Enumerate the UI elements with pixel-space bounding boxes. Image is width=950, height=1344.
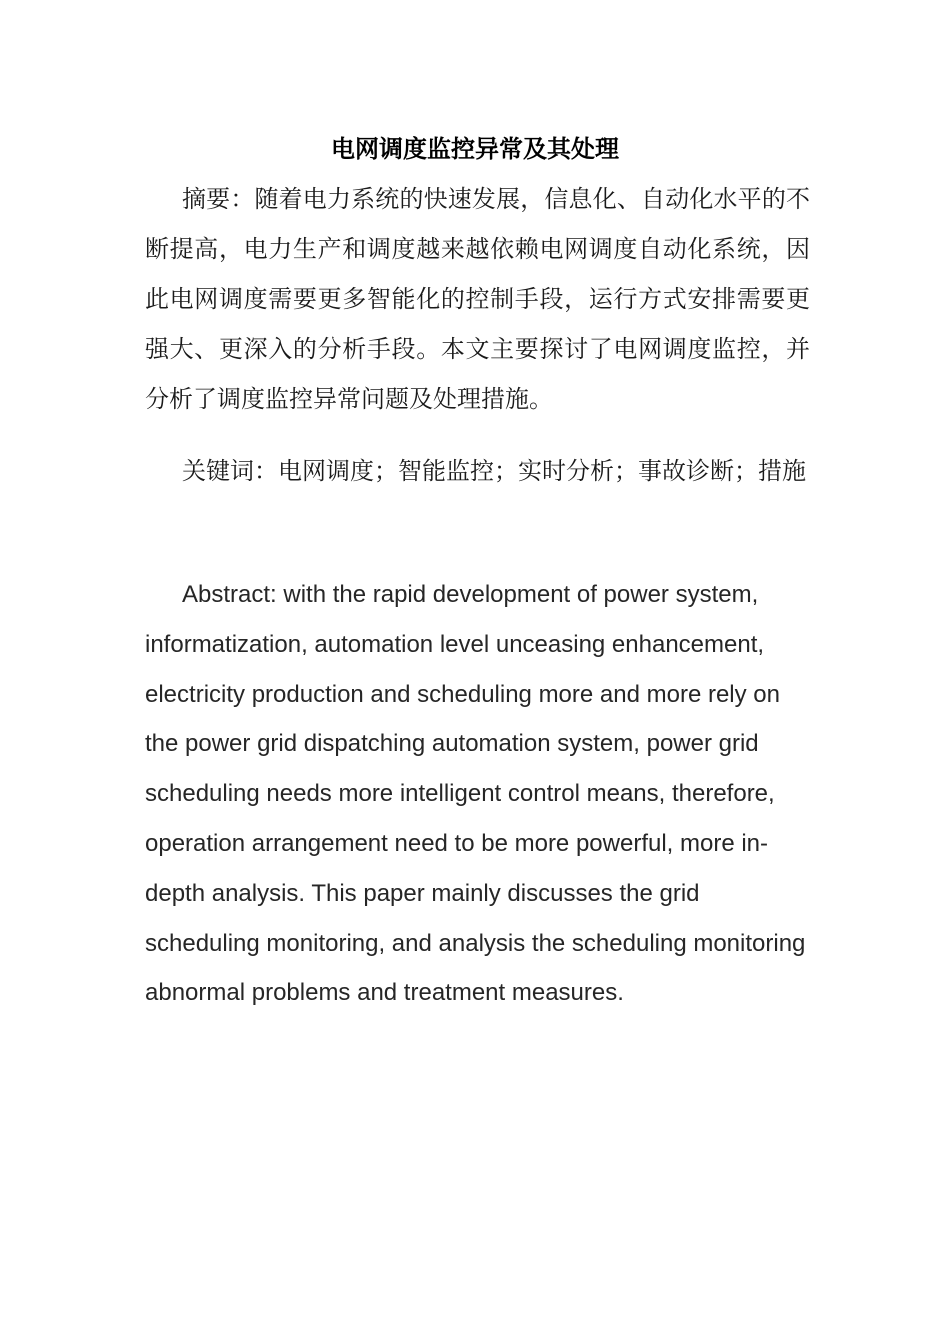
document-title: 电网调度监控异常及其处理 [331, 134, 619, 163]
chinese-abstract: 摘要：随着电力系统的快速发展，信息化、自动化水平的不断提高，电力生产和调度越来越依赖电网调度自动化系统，因此电网调度需要更多智能化的控制手段，运行方式安排需要更强大、更深入的分析手段。本文主要探讨了电网调度监控，并分析了调度监控异常问题及处理措施。 [145, 185, 810, 413]
english-abstract: Abstract: with the rapid development of power system, informatization, automation level unceasing enhancement, electricity production and scheduling more and more rely on the power grid dispatching automation system, power grid scheduling needs more intelligent control means, therefore, operation arrangement need to be more powerful, more in-depth analysis. This paper mainly discusses the grid scheduling monitoring, and analysis the scheduling monitoring abnormal problems and treatment measures. [145, 581, 806, 1007]
chinese-keywords: 关键词：电网调度；智能监控；实时分析；事故诊断；措施 [182, 457, 806, 485]
